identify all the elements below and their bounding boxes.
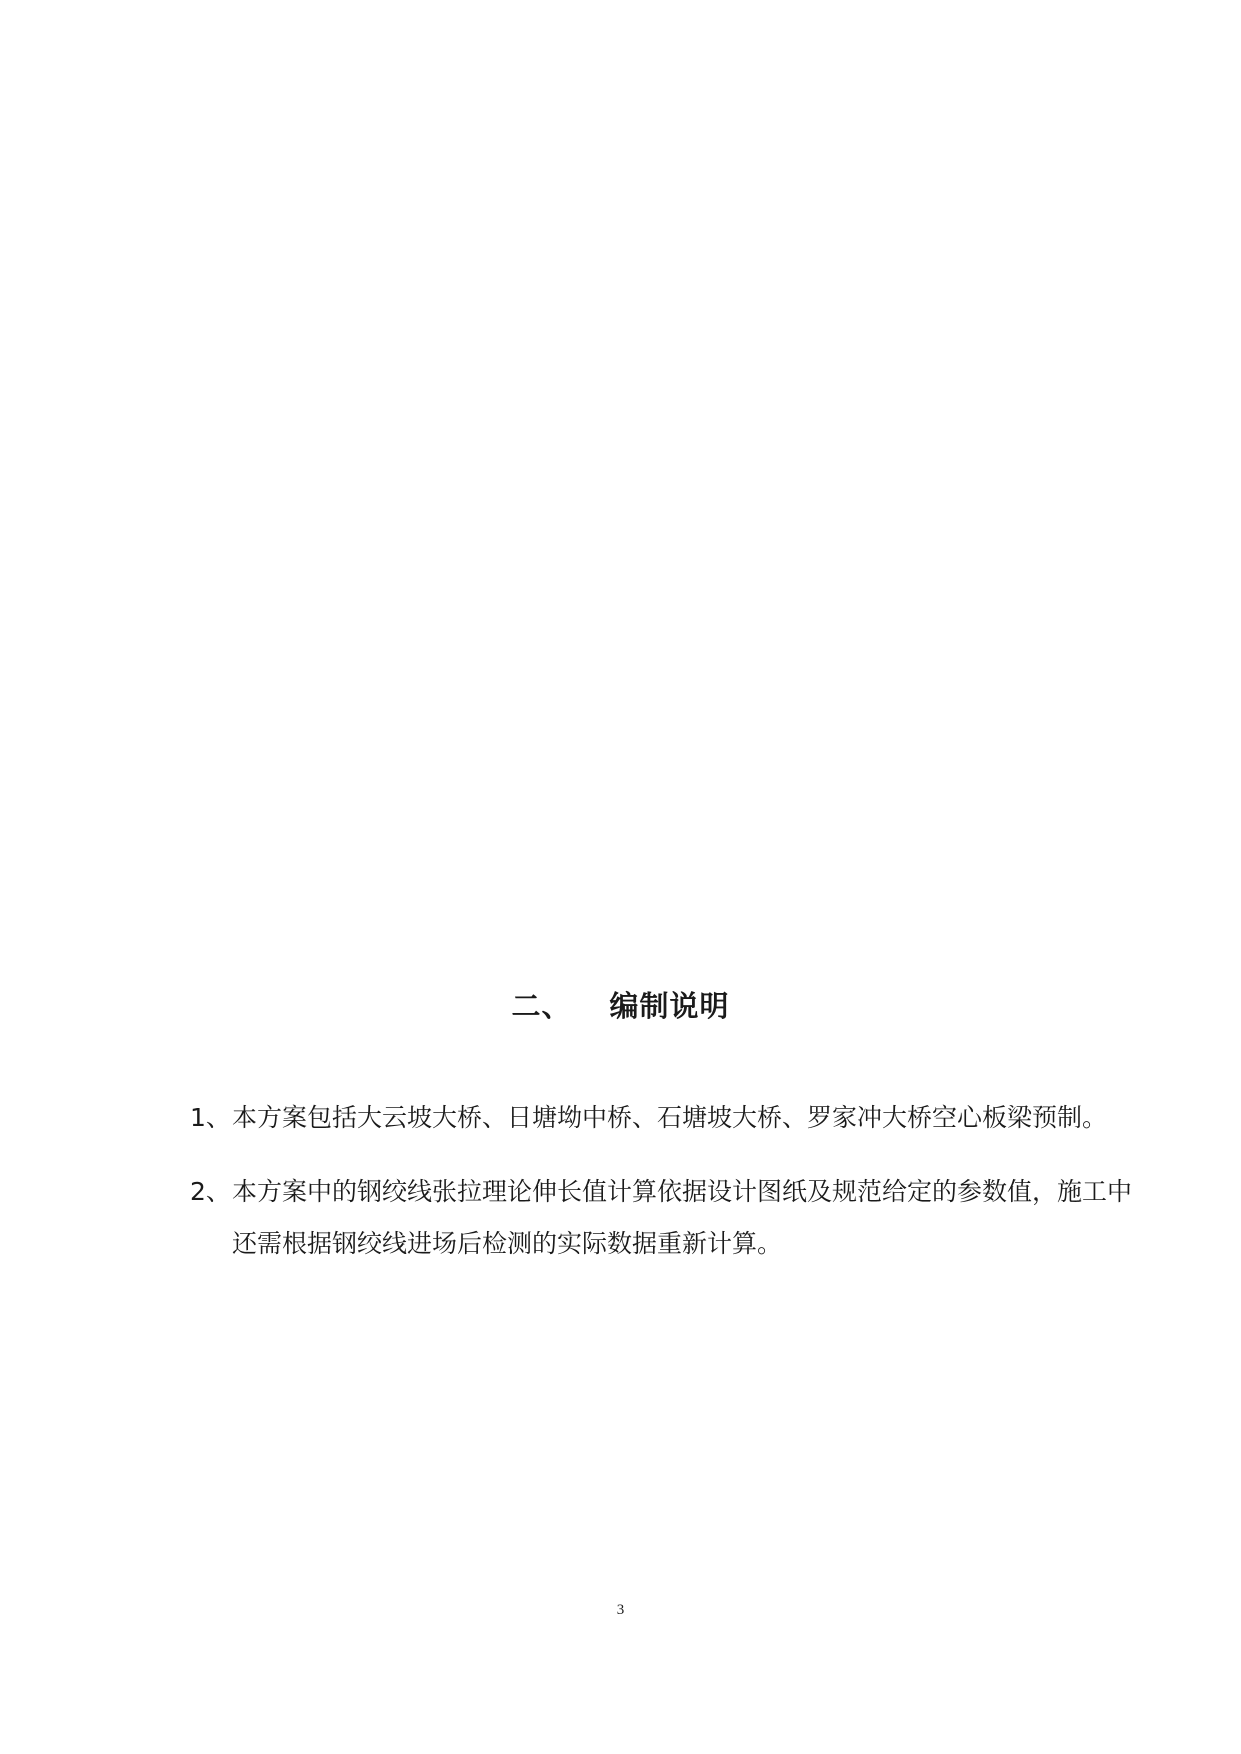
list-item-text: 本方案包括大云坡大桥、日塘坳中桥、石塘坡大桥、罗家冲大桥空心板梁预制。 xyxy=(232,1103,1108,1132)
page-number: 3 xyxy=(616,1602,625,1618)
section-title: 编制说明 xyxy=(609,989,730,1023)
section-heading xyxy=(0,986,1241,1026)
list-item xyxy=(190,1166,1133,1270)
list-item xyxy=(190,1092,1130,1144)
section-number: 二、 xyxy=(511,989,572,1023)
list-item-text: 本方案中的钢绞线张拉理论伸长值计算依据设计图纸及规范给定的参数值，施工中还需根据钢绞线进场后检测的实际数据重新计算。 xyxy=(232,1177,1133,1258)
list-item-marker: 1、 xyxy=(190,1103,231,1132)
list-item-marker: 2、 xyxy=(190,1177,231,1206)
explanation-list xyxy=(190,1092,1133,1292)
